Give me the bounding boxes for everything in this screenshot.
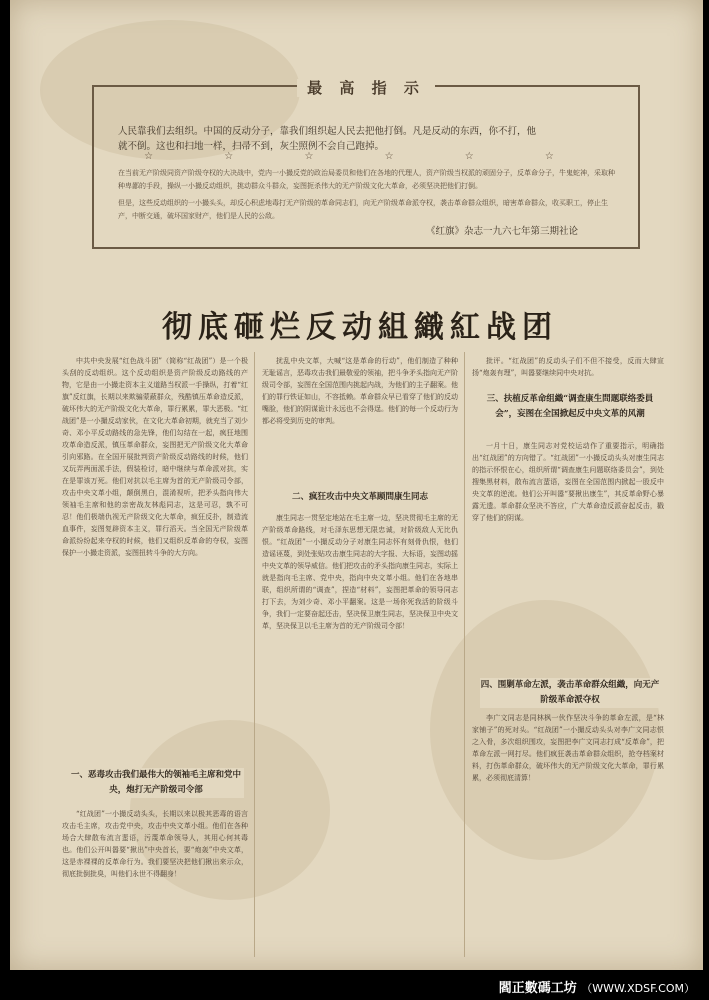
- quote-box-title: 最 高 指 示: [94, 77, 638, 98]
- supreme-instruction-box: [92, 79, 640, 249]
- section-heading-1: 一、恶毒攻击我们最伟大的领袖毛主席和党中央，炮打无产阶级司令部: [68, 768, 244, 798]
- watermark-footer: [499, 977, 695, 996]
- quote-line-1: 人民靠我们去组织。中国的反动分子，靠我们组织起人民去把他打倒。凡是反动的东西，你不打，他: [118, 126, 537, 137]
- article-column-2-top: 扰乱中央文革，大喊“这是革命的行动”，他们制造了种种无耻谣言，恶毒攻击我们最敬爱的领袖，把斗争矛头指向无产阶级司令部，妄图在全国范围内挑起内战，为他们的主子翻案。他们的罪行铁证如山，不容抵赖。革命群众早已看穿了他们的反动嘴脸，他们的阴谋诡计永远也不会得逞。他们的每一个反动行为都必将受到历史的审判。: [262, 357, 458, 425]
- section-heading-2: 二、疯狂攻击中央文革顾問康生同志: [268, 490, 452, 505]
- footer-url: （WWW.XDSF.COM）: [581, 982, 695, 995]
- article-column-1-top: 中共中央发展“红色战斗团”（简称“红战团”）是一个极头刮的反动组织。这个反动组织是资产阶级反动路线的产物，它是由一小撮走资本主义道路当权派一手操纵，打着“红旗”反红旗，长期以来欺骗蒙蔽群众，残酷镇压革命造反派，破坏伟大的无产阶级文化大革命，罪行累累，罪大恶极。“红战团”是一小撮反动家伙，在文化大革命初期，就充当了刘少奇、邓小平反动路线的急先锋，他们勾结在一起，疯狂地围攻革命造反派，镇压革命群众，妄图把无产阶级文化大革命引向邪路。在全国开展批判资产阶级反动路线的时候，他们又玩弄两面派手法，假装检讨，暗中继续与革命派对抗，实在是罪该万死。他们对抗以毛主席为首的无产阶级司令部，攻击中央文革小组，颠倒黑白，混淆视听，把矛头指向伟大领袖毛主席和他的亲密战友林彪同志，这是可忍，孰不可忍！他们极端仇视无产阶级文化大革命，疯狂反扑，制造流血事件，妄图复辟资本主义，罪行滔天。当全国无产阶级革命派纷纷起来夺权的时候，他们又组织反革命的夺权，妄图保护一小撮走资派，妄图扭转斗争的大方向。: [62, 357, 248, 557]
- quote-body-2: 但是，这些反动组织的一小撮头头，却反心积虑地毒打无产阶级的革命同志们，向无产阶级革命派夺权，袭击革命群众组织，暗害革命群众，收买职工，停止生产，中断交通，破坏国家财产，他们是人民的公敌。: [118, 199, 608, 220]
- section-heading-3: 三、扶植反革命组織“调查康生問题联络委員会”，妄图在全国掀起反中央文革的风潮: [480, 392, 660, 422]
- quote-line-2: 就不倒。这也和扫地一样，扫帚不到，灰尘照例不会自己跑掉。: [118, 141, 385, 152]
- article-column-2-bottom: 康生同志一贯坚定地站在毛主席一边，坚决贯彻毛主席的无产阶级革命路线，对毛泽东思想无限忠诚，对阶级敌人无比仇恨。“红战团”一小撮反动分子对康生同志怀有刻骨仇恨，他们造谣诬蔑，到处张贴攻击康生同志的大字报、大标语，妄图动摇中央文革的领导威信。他们把攻击的矛头指向康生同志，实际上就是指向毛主席、党中央，指向中央文革小组。他们在各地串联，组织所谓的“调查”，捏造“材料”，妄图把革命的领导同志打下去，为刘少奇、邓小平翻案。这是一场你死我活的阶级斗争，我们一定要奋起还击，坚决保卫康生同志，坚决保卫中央文革，坚决保卫以毛主席为首的无产阶级司令部！: [262, 514, 458, 630]
- column-divider: [464, 352, 465, 957]
- article-column-3-bottom: 李广文同志是同林枫一伙作坚决斗争的革命左派，是“林家铺子”的死对头。“红战团”一小撮反动头头对李广文同志恨之入骨，多次组织围攻，妄图把李广文同志打成“反革命”，把革命左派一网打尽。他们疯狂袭击革命群众组织，抢夺档案材料，打伤革命群众，破坏伟大的无产阶级文化大革命，罪行累累，必须彻底清算！: [472, 714, 664, 782]
- footer-brand: 閻正數碼工坊: [498, 981, 577, 996]
- page-headline: 彻底砸烂反动組織紅战团: [162, 310, 558, 345]
- quote-body-1: 在当前无产阶级同资产阶级夺权的大决战中，党内一小撮反党的政治局委员和他们在各地的代理人，资产阶级当权派的顽固分子，反革命分子，牛鬼蛇神，采取种种卑鄙的手段，操纵一小撮反动组织，挑动群众斗群众，妄图扼杀伟大的无产阶级文化大革命，必须坚决把他们打倒。: [118, 169, 615, 190]
- column-divider: [254, 352, 255, 957]
- section-heading-4: 四、围剿革命左派，袭击革命群众组織，向无产阶级革命派夺权: [480, 678, 660, 708]
- newspaper-page: [10, 0, 703, 970]
- article-column-1-bottom: “红战团”一小撮反动头头，长期以来以极其恶毒的语言攻击毛主席，攻击党中央，攻击中央文革小组。他们在各种场合大肆散布流言蜚语，污蔑革命领导人，其用心何其毒也。他们公开叫嚣要“揪出”中央首长，要“炮轰”中央文革，这是赤裸裸的反革命行为。我们要坚决把他们揪出来示众，彻底批倒批臭，叫他们永世不得翻身！: [62, 810, 248, 878]
- article-column-3-top: 批评。“红战团”的反动头子们不但不接受，反而大肆宣扬“炮轰有理”，叫嚣要继续同中央对抗。: [472, 357, 664, 377]
- quote-source: 《红旗》杂志一九六七年第三期社论: [425, 226, 578, 237]
- article-column-3-middle: 一月十日，康生同志对党校运动作了重要指示，明确指出“红战团”的方向错了。“红战团”一小撮反动头头对康生同志的指示怀恨在心，组织所谓“调查康生问题联络委员会”，到处搜集黑材料，散布流言蜚语，妄图在全国范围内掀起一股反中央文革的逆流。他们公开叫嚣“要揪出康生”，其反革命野心暴露无遗。革命群众坚决不答应，广大革命造反派奋起反击，戳穿了他们的阴谋。: [472, 442, 664, 522]
- stars-row: ☆ ☆ ☆ ☆ ☆ ☆: [144, 151, 588, 162]
